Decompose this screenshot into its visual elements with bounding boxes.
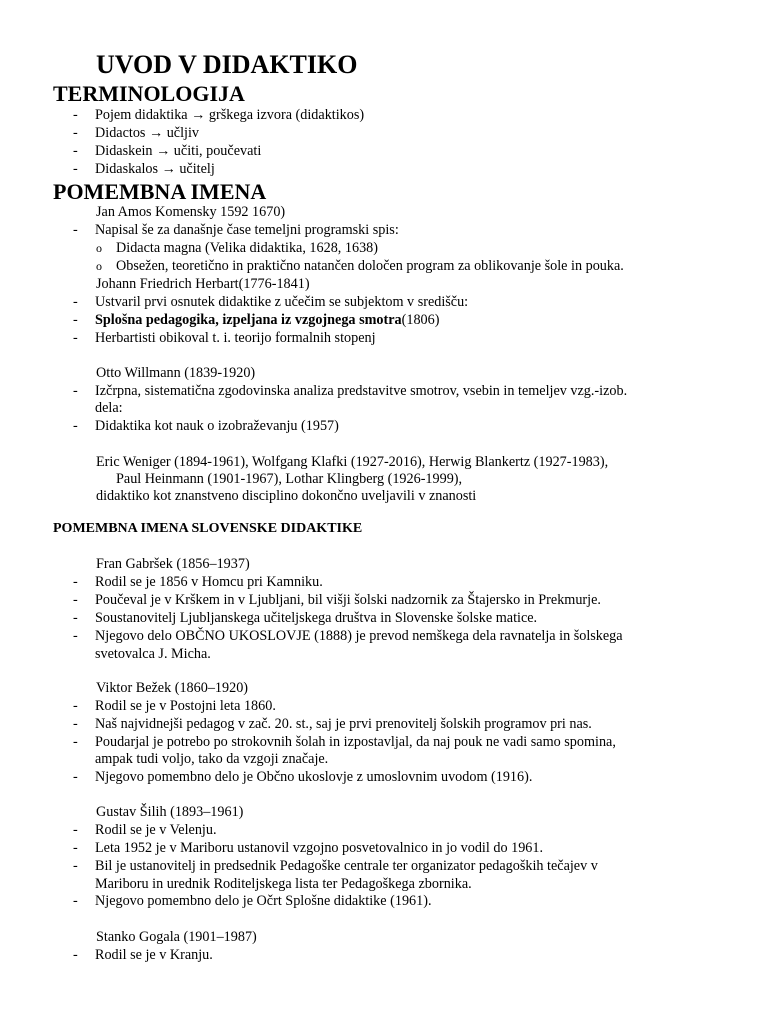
dash-bullet: - bbox=[73, 574, 78, 590]
dash-bullet: - bbox=[73, 698, 78, 714]
dash-bullet: - bbox=[73, 858, 78, 874]
dash-bullet: - bbox=[73, 161, 78, 177]
circle-bullet: o bbox=[96, 259, 102, 273]
document-title: UVOD V DIDAKTIKO bbox=[96, 50, 358, 79]
dash-bullet: - bbox=[73, 222, 78, 238]
dash-bullet: - bbox=[73, 383, 78, 399]
dash-bullet: - bbox=[73, 143, 78, 159]
dash-bullet: - bbox=[73, 716, 78, 732]
dash-bullet: - bbox=[73, 107, 78, 123]
dash-bullet: - bbox=[73, 822, 78, 838]
heading-slovenska-didaktika: POMEMBNA IMENA SLOVENSKE DIDAKTIKE bbox=[53, 521, 363, 536]
circle-bullet: o bbox=[96, 241, 102, 255]
heading-pomembna-imena: POMEMBNA IMENA bbox=[53, 179, 267, 204]
dash-bullet: - bbox=[73, 592, 78, 608]
dash-bullet: - bbox=[73, 312, 78, 328]
document-page: UVOD V DIDAKTIKO TERMINOLOGIJA - Pojem didaktika → grškega izvora (didaktikos) - Didactos → učljiv - Didaskein → učiti, poučevati - Didaskalos → učitelj POMEMBNA IMENA Jan Amos Komensky 1592 1670) - Napisal še za današnje čase temeljni programski spis: o Didacta magna (Velika didaktika, 1628, 1638) o Obsežen, teoretično in praktično natančen določen program za oblikovanje šole in pouka. Johann Friedrich Herbart(1776-1841) - Ustvaril prvi osnutek didaktike z učečim se subjektom v središču: - Splošna pedagogika, izpeljana iz vzgojnega smotra(1806) - Herbartisti obikoval t. i. teorijo formalnih stopenj Otto Willmann (1839-1920) - Izčrpna, sistematična zgodovinska analiza predstavitve smotrov, vsebin in temeljev vzg.-izob. dela: - Didaktika kot nauk o izobraževanju (1957) Eric Weniger (1894-1961), Wolfgang Klafki (1927-2016), Herwig Blankertz (1927-1983), Paul Heinmann (1901-1967), Lothar Klingberg (1926-1999), didaktiko kot znanstveno disciplino dokončno uveljavili v znanosti POMEMBNA IMENA SLOVENSKE DIDAKTIKE Fran Gabršek (1856–1937) - Rodil se je 1856 v Homcu pri Kamniku. - Poučeval je v Krškem in v Ljubljani, bil višji šolski nadzornik za Štajersko in Prekmurje. - Soustanovitelj Ljubljanskega učiteljskega društva in Slovenske šolske matice. - Njegovo delo OBČNO UKOSLOVJE (1888) je prevod nemškega dela ravnatelja in šolskega svetovalca J. Micha. Viktor Bežek (1860–1920) - Rodil se je v Postojni leta 1860. - Naš najvidnejši pedagog v zač. 20. st., saj je prvi prenovitelj šolskih programov pri nas. - Poudarjal je potrebo po strokovnih šolah in izpostavljal, da naj pouk ne vadi samo spomina, ampak tudi voljo, tako da vzgoji značaje. - Njegovo pomembno delo je Občno ukoslovje z umoslovnim uvodom (1916). Gustav Šilih (1893–1961) - Rodil se je v Velenju. - Leta 1952 je v Mariboru ustanovil vzgojno posvetovalnico in jo vodil do 1961. - Bil je ustanovitelj in predsednik Pedagoške centrale ter organizator pedagoških tečajev v Mariboru in urednik Roditeljskega lista ter Pedagoškega zbornika. - Njegovo pomembno delo je Očrt Splošne didaktike (1961). Stanko Gogala (1901–1987) - Rodil se je v Kranju. bbox=[53, 50, 628, 963]
dash-bullet: - bbox=[73, 769, 78, 785]
dash-bullet: - bbox=[73, 893, 78, 909]
dash-bullet: - bbox=[73, 734, 78, 750]
heading-terminologija: TERMINOLOGIJA bbox=[53, 81, 245, 106]
dash-bullet: - bbox=[73, 840, 78, 856]
dash-bullet: - bbox=[73, 330, 78, 346]
dash-bullet: - bbox=[73, 125, 78, 141]
dash-bullet: - bbox=[73, 947, 78, 963]
dash-bullet: - bbox=[73, 294, 78, 310]
dash-bullet: - bbox=[73, 418, 78, 434]
dash-bullet: - bbox=[73, 610, 78, 626]
dash-bullet: - bbox=[73, 628, 78, 644]
